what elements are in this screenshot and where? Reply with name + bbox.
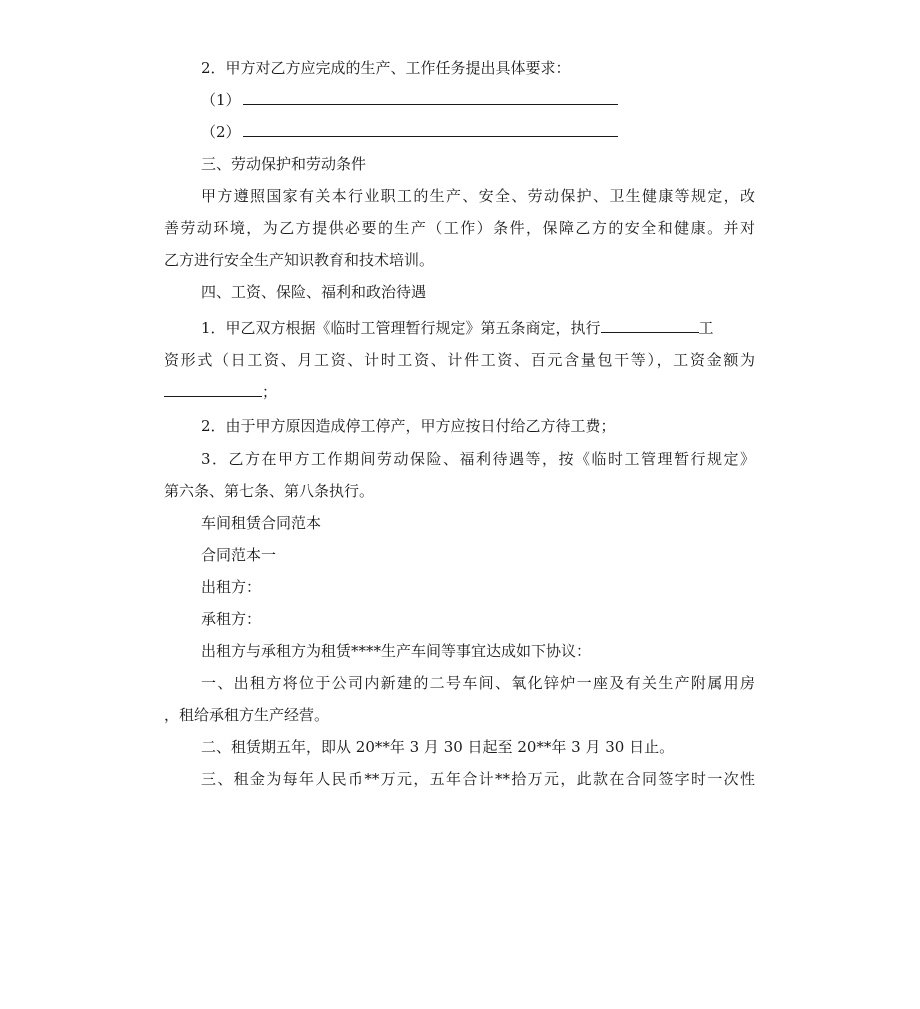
wage-item-1-line-3 xyxy=(164,382,277,402)
lease-term-2: 二、租赁期五年，即从 20**年 3 月 30 日起至 20**年 3 月 30 日止。 xyxy=(201,738,675,756)
section-3-text-line-2: 善劳动环境，为乙方提供必要的生产（工作）条件，保障乙方的安全和健康。并对 xyxy=(164,219,755,237)
paragraph-item-2: 2．甲方对乙方应完成的生产、工作任务提出具体要求： xyxy=(201,59,571,77)
wage-item-1-end: ； xyxy=(262,383,278,401)
wage-item-2: 2．由于甲方原因造成停工停产，甲方应按日付给乙方待工费； xyxy=(201,417,616,435)
requirement-blank-1[interactable] xyxy=(243,90,618,105)
wage-item-1-line-2: 资形式（日工资、月工资、计时工资、计件工资、百元含量包干等），工资金额为 xyxy=(164,351,755,369)
workshop-lease-title: 车间租赁合同范本 xyxy=(201,514,322,532)
wage-item-1-text: 1．甲乙双方根据《临时工管理暂行规定》第五条商定，执行 xyxy=(201,319,601,337)
wage-item-1-tail: 工 xyxy=(698,319,714,337)
lease-term-1-line-1: 一、出租方将位于公司内新建的二号车间、氧化锌炉一座及有关生产附属用房 xyxy=(201,674,755,692)
lessor-field: 出租方： xyxy=(201,578,262,596)
wage-item-1-line-1 xyxy=(201,318,714,338)
section-4-heading: 四、工资、保险、福利和政治待遇 xyxy=(201,283,427,301)
section-3-text-line-3: 乙方进行安全生产知识教育和技术培训。 xyxy=(164,251,435,269)
agreement-intro: 出租方与承租方为租赁****生产车间等事宜达成如下协议： xyxy=(201,642,592,660)
contract-sample-title: 合同范本一 xyxy=(201,546,277,564)
lease-term-1-line-2: ，租给承租方生产经营。 xyxy=(164,706,330,724)
requirement-blank-2[interactable] xyxy=(243,122,618,137)
requirement-line-1 xyxy=(201,90,618,110)
section-3-heading: 三、劳动保护和劳动条件 xyxy=(201,155,367,173)
requirement-line-2 xyxy=(201,122,618,142)
requirement-number-2: （2） xyxy=(201,123,241,141)
wage-item-3-line-2: 第六条、第七条、第八条执行。 xyxy=(164,482,375,500)
wage-amount-blank[interactable] xyxy=(164,382,262,397)
wage-form-blank[interactable] xyxy=(601,318,699,333)
requirement-number-1: （1） xyxy=(201,91,241,109)
wage-item-3-line-1: 3．乙方在甲方工作期间劳动保险、福利待遇等，按《临时工管理暂行规定》 xyxy=(201,450,755,468)
lessee-field: 承租方： xyxy=(201,610,262,628)
section-3-text-line-1: 甲方遵照国家有关本行业职工的生产、安全、劳动保护、卫生健康等规定，改 xyxy=(201,187,755,205)
lease-term-3-line-1: 三、租金为每年人民币**万元，五年合计**拾万元，此款在合同签字时一次性 xyxy=(201,770,755,788)
